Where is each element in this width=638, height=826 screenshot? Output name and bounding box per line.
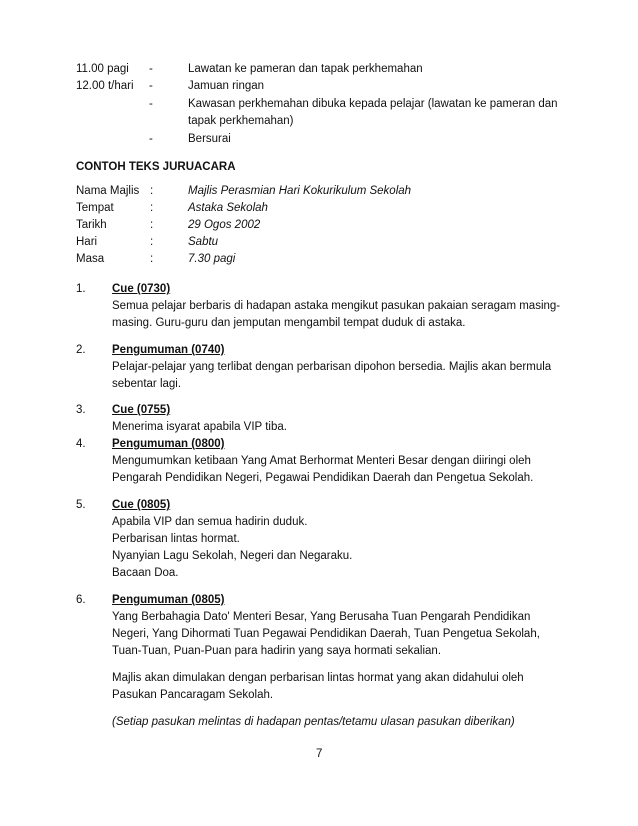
- detail-colon: :: [150, 202, 154, 214]
- item-line: Nyanyian Lagu Sekolah, Negeri dan Negaraku.: [112, 550, 353, 562]
- schedule-dash: -: [149, 80, 153, 92]
- detail-colon: :: [150, 219, 154, 231]
- detail-value: 29 Ogos 2002: [188, 219, 261, 231]
- item-note: (Setiap pasukan melintas di hadapan pentas/tetamu ulasan pasukan diberikan): [112, 716, 515, 728]
- detail-value: Majlis Perasmian Hari Kokurikulum Sekolah: [188, 185, 412, 197]
- schedule-time: 12.00 t/hari: [76, 80, 134, 92]
- item-title: Pengumuman (0805): [112, 594, 225, 606]
- detail-label: Tempat: [76, 202, 114, 214]
- item-number: 1.: [76, 283, 86, 295]
- detail-label: Hari: [76, 236, 98, 248]
- item-line: Perbarisan lintas hormat.: [112, 533, 240, 545]
- item-line: Menerima isyarat apabila VIP tiba.: [112, 421, 287, 433]
- schedule-dash: -: [149, 133, 153, 145]
- item-line: masing. Guru-guru dan jemputan mengambil tempat duduk di astaka.: [112, 317, 466, 329]
- schedule-text: Jamuan ringan: [188, 80, 265, 92]
- item-line: Negeri, Yang Dihormati Tuan Pegawai Pendidikan Daerah, Tuan Pengetua Sekolah,: [112, 628, 540, 640]
- schedule-dash: -: [149, 63, 153, 75]
- detail-label: Masa: [76, 253, 105, 265]
- schedule-text-continued: tapak perkhemahan): [188, 115, 294, 127]
- detail-colon: :: [150, 185, 154, 197]
- section-heading: CONTOH TEKS JURUACARA: [76, 161, 236, 173]
- schedule-text: Lawatan ke pameran dan tapak perkhemahan: [188, 63, 423, 75]
- detail-colon: :: [150, 253, 154, 265]
- item-line: Majlis akan dimulakan dengan perbarisan lintas hormat yang akan didahului oleh: [112, 672, 524, 684]
- detail-value: 7.30 pagi: [188, 253, 236, 265]
- item-title: Cue (0730): [112, 283, 171, 295]
- detail-label: Nama Majlis: [76, 185, 140, 197]
- item-number: 4.: [76, 438, 86, 450]
- item-line: Tuan-Tuan, Puan-Puan para hadirin yang saya hormati sekalian.: [112, 645, 442, 657]
- item-line: Apabila VIP dan semua hadirin duduk.: [112, 516, 308, 528]
- detail-value: Sabtu: [188, 236, 219, 248]
- detail-label: Tarikh: [76, 219, 107, 231]
- item-number: 6.: [76, 594, 86, 606]
- schedule-text: Kawasan perkhemahan dibuka kepada pelajar (lawatan ke pameran dan: [188, 98, 558, 110]
- schedule-text: Bersurai: [188, 133, 231, 145]
- item-line: Mengumumkan ketibaan Yang Amat Berhormat Menteri Besar dengan diiringi oleh: [112, 455, 531, 467]
- page-number: 7: [316, 748, 323, 760]
- detail-value: Astaka Sekolah: [188, 202, 268, 214]
- schedule-dash: -: [149, 98, 153, 110]
- item-title: Cue (0755): [112, 404, 171, 416]
- item-title: Pengumuman (0740): [112, 344, 225, 356]
- item-number: 2.: [76, 344, 86, 356]
- item-line: Pengarah Pendidikan Negeri, Pegawai Pendidikan Daerah dan Pengetua Sekolah.: [112, 472, 534, 484]
- schedule-time: 11.00 pagi: [76, 63, 129, 75]
- item-line: sebentar lagi.: [112, 378, 182, 390]
- item-line: Semua pelajar berbaris di hadapan astaka mengikut pasukan pakaian seragam masing-: [112, 300, 561, 312]
- detail-colon: :: [150, 236, 154, 248]
- item-title: Cue (0805): [112, 499, 171, 511]
- item-line: Bacaan Doa.: [112, 567, 179, 579]
- item-line: Pasukan Pancaragam Sekolah.: [112, 689, 274, 701]
- item-title: Pengumuman (0800): [112, 438, 225, 450]
- item-line: Pelajar-pelajar yang terlibat dengan perbarisan dipohon bersedia. Majlis akan bermula: [112, 361, 552, 373]
- item-number: 5.: [76, 499, 86, 511]
- item-number: 3.: [76, 404, 86, 416]
- item-line: Yang Berbahagia Dato' Menteri Besar, Yang Berusaha Tuan Pengarah Pendidikan: [112, 611, 531, 623]
